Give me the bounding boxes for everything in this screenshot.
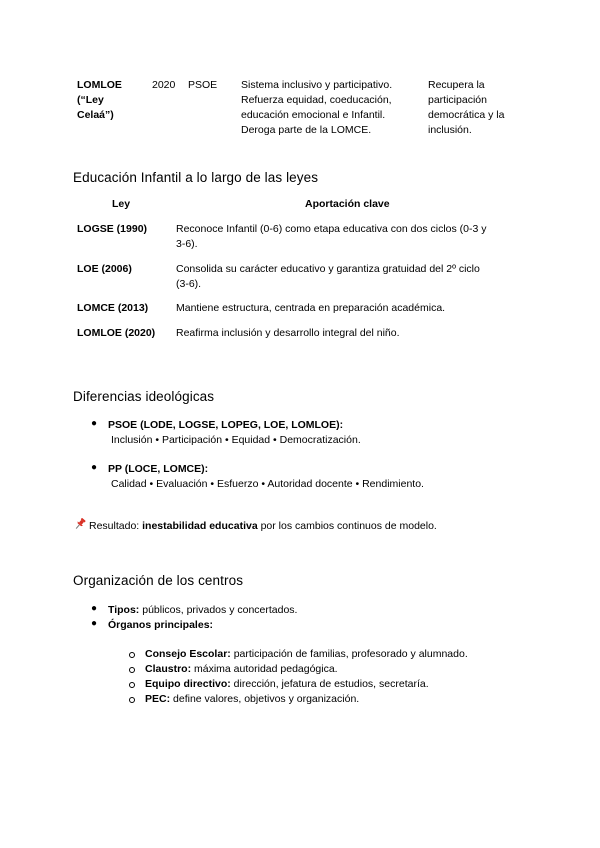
- sub-item-pec: [145, 692, 359, 707]
- circle-bullet-icon: [129, 667, 135, 673]
- table-row-contribution-cont: 3-6).: [176, 238, 198, 250]
- ideology-values-psoe: Inclusión • Participación • Equidad • Democratización.: [111, 434, 361, 446]
- bullet-icon: ●: [91, 462, 98, 473]
- table-row-contribution: Reconoce Infantil (0-6) como etapa educativa con dos ciclos (0-3 y: [176, 223, 487, 235]
- law-desc-line1: Sistema inclusivo y participativo.: [241, 79, 393, 91]
- tipos-value: públicos, privados y concertados.: [139, 604, 298, 616]
- sub-item-label: PEC:: [145, 693, 171, 705]
- result-prefix: Resultado:: [89, 520, 143, 532]
- law-desc-line4: Deroga parte de la LOMCE.: [241, 124, 372, 136]
- table-row-law: LOMCE (2013): [77, 302, 149, 314]
- sub-item-value: dirección, jefatura de estudios, secretaría.: [230, 678, 429, 690]
- ideology-title-psoe: PSOE (LODE, LOGSE, LOPEG, LOE, LOMLOE):: [108, 419, 344, 431]
- sub-item-consejo: [145, 647, 468, 662]
- law-note-line3: democrática y la: [428, 109, 505, 121]
- tipos-item: [108, 603, 297, 618]
- law-note-line1: Recupera la: [428, 79, 485, 91]
- table-row-law: LOMLOE (2020): [77, 327, 156, 339]
- table-row-contribution: Consolida su carácter educativo y garantiza gratuidad del 2º ciclo: [176, 263, 480, 275]
- bullet-icon: ●: [91, 618, 98, 629]
- table-row-law: LOGSE (1990): [77, 223, 148, 235]
- bullet-icon: ●: [91, 603, 98, 614]
- organos-label: Órganos principales:: [108, 619, 214, 631]
- sub-item-claustro: [145, 662, 338, 677]
- col-header-law: Ley: [112, 198, 131, 210]
- result-suffix: por los cambios continuos de modelo.: [257, 520, 437, 532]
- law-name-line2: (“Ley: [77, 94, 104, 106]
- law-desc-line3: educación emocional e Infantil.: [241, 109, 386, 121]
- sub-item-label: Consejo Escolar:: [145, 648, 231, 660]
- table-row-contribution: Mantiene estructura, centrada en preparación académica.: [176, 302, 446, 314]
- result-line: [73, 517, 437, 534]
- law-desc-line2: Refuerza equidad, coeducación,: [241, 94, 392, 106]
- ideology-title-pp: PP (LOCE, LOMCE):: [108, 463, 209, 475]
- law-name-line1: LOMLOE: [77, 79, 122, 91]
- sub-item-value: máxima autoridad pedagógica.: [191, 663, 338, 675]
- organizacion-heading: Organización de los centros: [73, 573, 244, 588]
- table-row-contribution-cont: (3-6).: [176, 278, 202, 290]
- law-party: PSOE: [188, 79, 218, 91]
- sub-item-value: participación de familias, profesorado y alumnado.: [230, 648, 468, 660]
- sub-item-label: Equipo directivo:: [145, 678, 231, 690]
- bullet-icon: ●: [91, 418, 98, 429]
- law-note-line4: inclusión.: [428, 124, 472, 136]
- col-header-contribution: Aportación clave: [305, 198, 390, 210]
- result-emphasis: inestabilidad educativa: [142, 520, 258, 532]
- sub-item-value: define valores, objetivos y organización.: [170, 693, 360, 705]
- law-year: 2020: [152, 79, 176, 91]
- circle-bullet-icon: [129, 697, 135, 703]
- infantil-heading: Educación Infantil a lo largo de las leyes: [73, 170, 319, 185]
- ideologicas-heading: Diferencias ideológicas: [73, 389, 215, 404]
- sub-item-label: Claustro:: [145, 663, 192, 675]
- law-name-line3: Celaá”): [77, 109, 114, 121]
- sub-item-equipo: [145, 677, 429, 692]
- circle-bullet-icon: [129, 652, 135, 658]
- pushpin-icon: [73, 517, 87, 531]
- circle-bullet-icon: [129, 682, 135, 688]
- table-row-contribution: Reafirma inclusión y desarrollo integral del niño.: [176, 327, 400, 339]
- law-note-line2: participación: [428, 94, 487, 106]
- tipos-label: Tipos:: [108, 604, 140, 616]
- ideology-values-pp: Calidad • Evaluación • Esfuerzo • Autoridad docente • Rendimiento.: [111, 478, 424, 490]
- table-row-law: LOE (2006): [77, 263, 132, 275]
